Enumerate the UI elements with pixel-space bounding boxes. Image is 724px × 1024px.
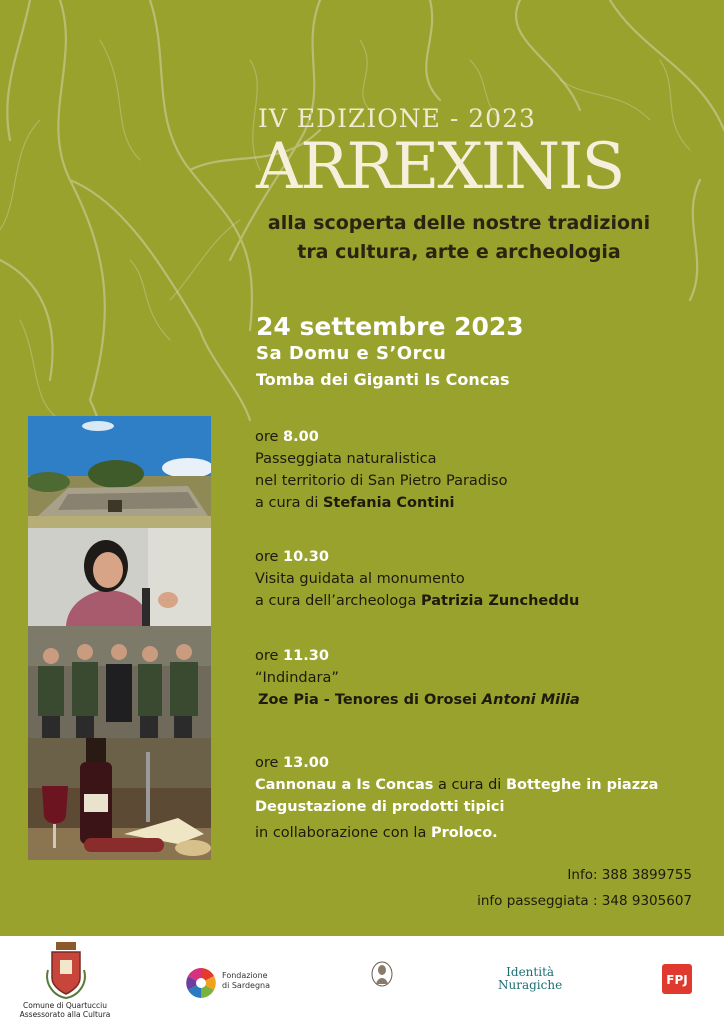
time-prefix: ore: [255, 755, 284, 771]
program-text: a cura di: [433, 777, 506, 793]
curator-prefix: a cura di: [255, 495, 323, 511]
program-time: [255, 546, 579, 568]
program-curator: [255, 492, 507, 514]
event-place-detail: Tomba dei Giganti Is Concas: [256, 370, 510, 389]
association-emblem-icon: [368, 960, 396, 988]
program-item-1: [255, 426, 507, 514]
program-item-4: [255, 752, 658, 844]
sponsor-footer: [0, 936, 724, 1024]
photo-wine-food: [28, 738, 211, 860]
comune-crest-icon: [44, 940, 88, 1000]
identita-line-2: Nuragiche: [498, 978, 563, 992]
identita-nuragiche-logo: [498, 966, 562, 992]
edition-label: IV EDIZIONE - 2023: [258, 104, 536, 133]
program-line: [255, 774, 658, 796]
fondazione-line-2: di Sardegna: [222, 981, 271, 990]
program-performers: [255, 689, 580, 711]
program-highlight: Cannonau a Is Concas: [255, 777, 434, 793]
curator-name: Patrizia Zuncheddu: [421, 593, 580, 609]
photo-column: [28, 416, 211, 860]
fondazione-line-1: Fondazione: [222, 971, 268, 980]
program-highlight: Botteghe in piazza: [505, 777, 659, 793]
curator-prefix: a cura dell’archeologa: [255, 593, 421, 609]
program-item-3: [255, 645, 580, 711]
subtitle-line-1: alla scoperta delle nostre tradizioni: [267, 212, 651, 234]
event-place: Sa Domu e S’Orcu: [256, 343, 447, 364]
subtitle-line-2: tra cultura, arte e archeologia: [297, 241, 621, 263]
identita-line-1: Identità: [506, 965, 555, 979]
photo-archaeologist: [28, 528, 211, 626]
time-value: 8.00: [283, 429, 319, 445]
program-time: [255, 645, 580, 667]
performers-name: Zoe Pia - Tenores di Orosei: [258, 692, 482, 708]
time-value: 11.30: [283, 648, 329, 664]
program-line: “Indindara”: [255, 670, 339, 686]
program-item-2: [255, 546, 579, 612]
program-line: nel territorio di San Pietro Paradiso: [255, 473, 508, 489]
fpj-text: FPJ: [666, 973, 688, 987]
info-phone: Info: 388 3899755: [567, 867, 692, 883]
event-date: 24 settembre 2023: [256, 312, 524, 341]
info-walk-phone: info passeggiata : 348 9305607: [477, 893, 692, 909]
comune-label: [18, 1001, 112, 1019]
program-time: [255, 752, 658, 774]
program-curator: [255, 590, 579, 612]
event-subtitle: [230, 209, 688, 267]
comune-line-1: Comune di Quartucciu: [23, 1001, 107, 1010]
curator-name: Stefania Contini: [322, 495, 455, 511]
fpj-logo: [660, 962, 694, 996]
collaboration-name: Proloco.: [430, 825, 498, 841]
time-value: 10.30: [283, 549, 329, 565]
program-line: Visita guidata al monumento: [255, 571, 465, 587]
photo-tomb: [28, 416, 211, 528]
program-line: Passeggiata naturalistica: [255, 451, 437, 467]
comune-line-2: Assessorato alla Cultura: [19, 1010, 111, 1019]
program-line: Degustazione di prodotti tipici: [255, 799, 505, 815]
photo-musicians: [28, 626, 211, 738]
event-title: ARREXINIS: [256, 130, 624, 204]
program-time: [255, 426, 507, 448]
time-prefix: ore: [255, 549, 284, 565]
performers-italic: Antoni Milia: [481, 692, 580, 708]
time-value: 13.00: [283, 755, 329, 771]
contact-info: [477, 862, 692, 914]
time-prefix: ore: [255, 648, 284, 664]
program-collaboration: [255, 822, 658, 844]
fondazione-logo-icon: [186, 968, 216, 998]
collaboration-prefix: in collaborazione con la: [255, 825, 431, 841]
fondazione-label: [222, 971, 270, 991]
time-prefix: ore: [255, 429, 284, 445]
